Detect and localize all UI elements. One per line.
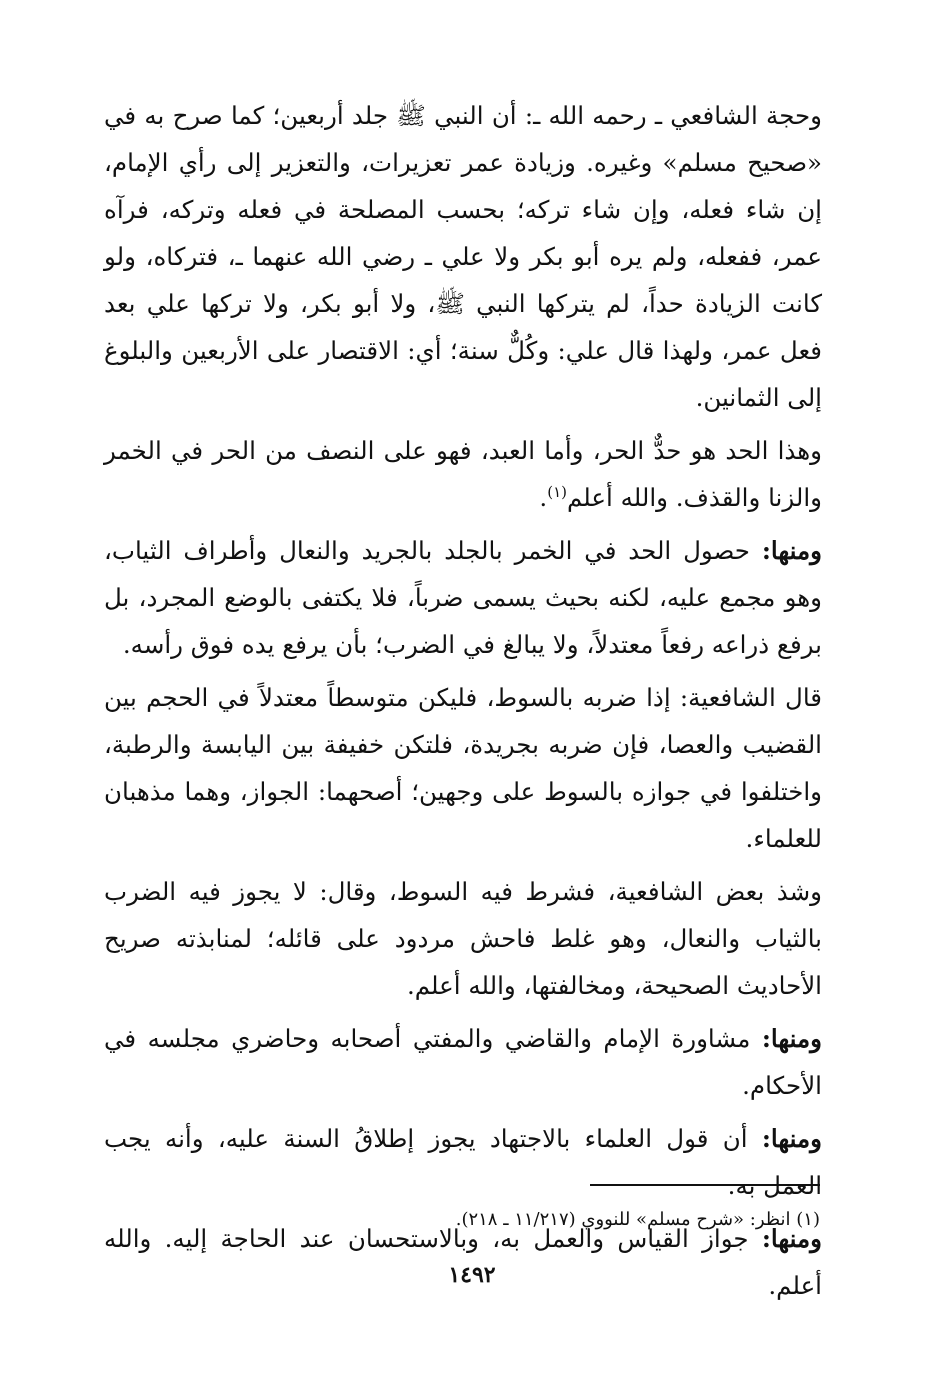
paragraph-6: ومنها: مشاورة الإمام والقاضي والمفتي أصحابه وحاضري مجلسه في الأحكام. xyxy=(104,1024,822,1100)
footnote-divider xyxy=(590,1184,820,1186)
paragraph-4: قال الشافعية: إذا ضربه بالسوط، فليكن متوسطاً معتدلاً في الحجم بين القضيب والعصا، فإن ضربه بجريدة، فلتكن خفيفة بين اليابسة والرطبة، واختلفوا في جوازه بالسوط على وجهين؛ أصحهما: الجواز، وهما مذهبان للعلماء. xyxy=(104,683,822,853)
paragraph-2: وهذا الحد هو حدٌّ الحر، وأما العبد، فهو على النصف من الحر في الخمر والزنا والقذف. والله أعلم$^{(١)}$. xyxy=(104,436,822,512)
paragraph-5: وشذ بعض الشافعية، فشرط فيه السوط، وقال: لا يجوز فيه الضرب بالثياب والنعال، وهو غلط فاحش مردود على قائله؛ لمنابذته صريح الأحاديث الصحيحة، ومخالفتها، والله أعلم. xyxy=(104,877,822,1000)
body-text xyxy=(104,92,822,1309)
paragraph-7: ومنها: أن قول العلماء بالاجتهاد يجوز إطلاقُ السنة عليه، وأنه يجب العمل به. xyxy=(104,1124,822,1200)
page-number: ١٤٩٢ xyxy=(448,1262,496,1288)
paragraph-3: ومنها: حصول الحد في الخمر بالجلد بالجريد والنعال وأطراف الثياب، وهو مجمع عليه، لكنه بحيث يسمى ضرباً، فلا يكتفى بالوضع المجرد، بل برفع ذراعه رفعاً معتدلاً، ولا يبالغ في الضرب؛ بأن يرفع يده فوق رأسه. xyxy=(104,536,822,659)
paragraph-1: وحجة الشافعي ـ رحمه الله ـ: أن النبي ﷺ جلد أربعين؛ كما صرح به في «صحيح مسلم» وغيره. وزيادة عمر تعزيرات، والتعزير إلى رأي الإمام، إن شاء فعله، وإن شاء تركه؛ بحسب المصلحة في فعله وتركه، فرآه عمر، ففعله، ولم يره أبو بكر ولا علي ـ رضي الله عنهما ـ، فتركاه، ولو كانت الزيادة حداً، لم يتركها النبي ﷺ، ولا أبو بكر، ولا تركها علي بعد فعل عمر، ولهذا قال علي: وكُلٌّ سنة؛ أي: الاقتصار على الأربعين والبلوغ إلى الثمانين. xyxy=(104,101,822,412)
footnote-reference[interactable]: (١) xyxy=(547,482,567,501)
footnote: (١) انظر: «شرح مسلم» للنووي (١١/٢١٧ ـ ٢١٨). xyxy=(455,1209,820,1230)
paragraph-8: ومنها: جواز القياس والعمل به، وبالاستحسان عند الحاجة إليه. والله أعلم. xyxy=(104,1224,822,1300)
